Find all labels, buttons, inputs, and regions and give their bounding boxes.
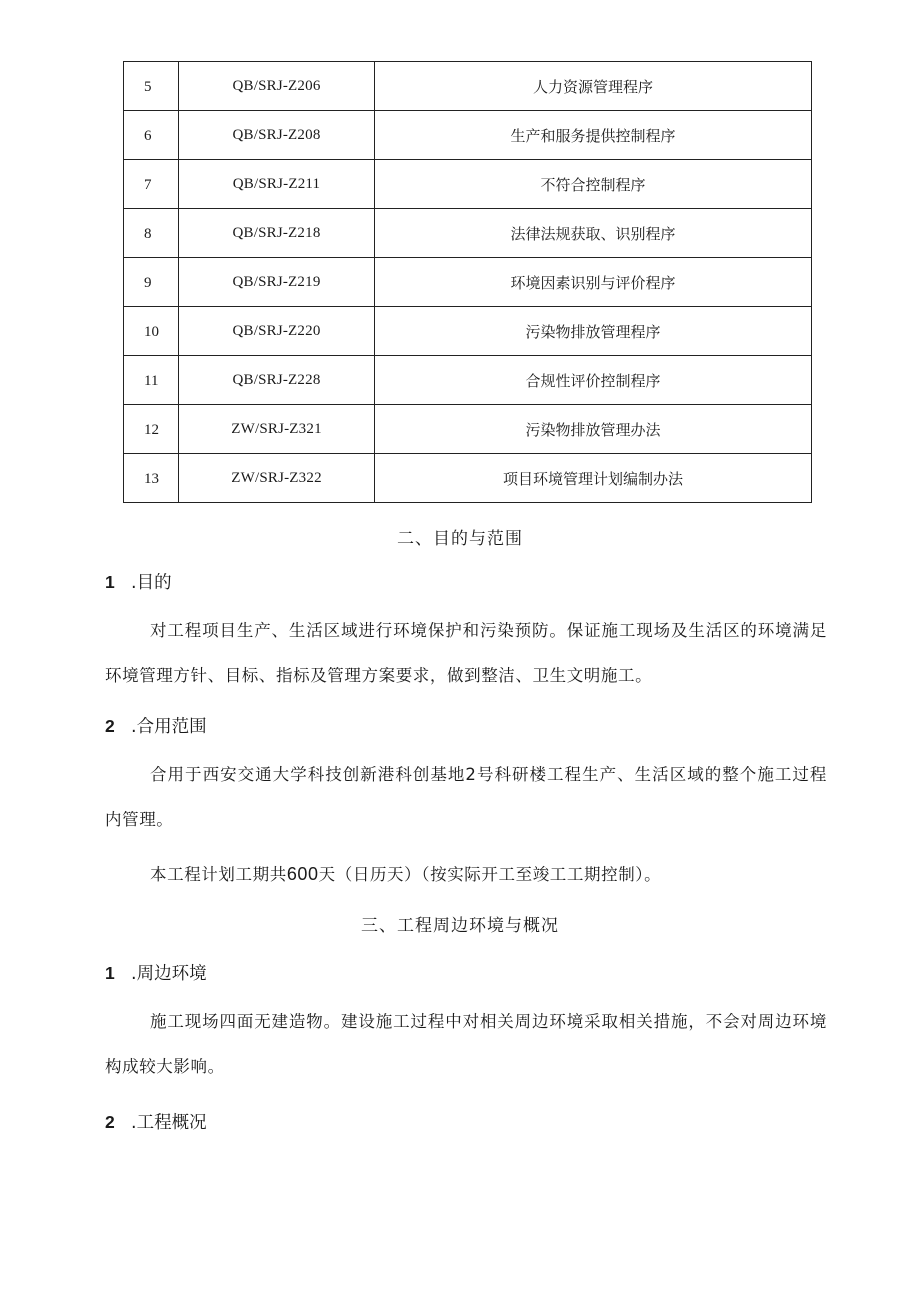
document-name: 不符合控制程序 xyxy=(375,160,812,209)
surroundings-label: .周边环境 xyxy=(131,964,207,984)
scope-paragraph: 合用于西安交通大学科技创新港科创基地2号科研楼工程生产、生活区域的整个施工过程内管理。 xyxy=(105,765,827,829)
document-code: QB/SRJ-Z211 xyxy=(179,160,375,209)
row-number-cell xyxy=(124,160,179,209)
document-table xyxy=(123,61,812,503)
document-code: QB/SRJ-Z218 xyxy=(179,209,375,258)
table-row xyxy=(124,307,812,356)
surroundings-number: 1 xyxy=(105,963,115,983)
row-number: 7 xyxy=(144,176,152,193)
scope-heading xyxy=(105,713,207,738)
scope-number: 2 xyxy=(105,716,115,736)
row-number: 6 xyxy=(144,127,152,144)
period-text-before: 本工程计划工期共 xyxy=(150,865,287,884)
row-number: 13 xyxy=(144,470,159,487)
row-number-cell xyxy=(124,307,179,356)
row-number-cell xyxy=(124,62,179,111)
row-number: 9 xyxy=(144,274,152,291)
document-code: QB/SRJ-Z220 xyxy=(179,307,375,356)
purpose-paragraph: 对工程项目生产、生活区域进行环境保护和污染预防。保证施工现场及生活区的环境满足环境管理方针、目标、指标及管理方案要求，做到整洁、卫生文明施工。 xyxy=(105,621,827,685)
period-days: 600 xyxy=(286,864,319,884)
document-code: QB/SRJ-Z208 xyxy=(179,111,375,160)
table-body xyxy=(124,62,812,503)
row-number: 5 xyxy=(144,78,152,95)
surroundings-heading xyxy=(105,960,207,985)
document-code: QB/SRJ-Z219 xyxy=(179,258,375,307)
purpose-label: .目的 xyxy=(131,573,172,593)
document-code: ZW/SRJ-Z322 xyxy=(179,454,375,503)
row-number-cell xyxy=(124,209,179,258)
row-number-cell xyxy=(124,356,179,405)
table-row xyxy=(124,62,812,111)
row-number-cell xyxy=(124,405,179,454)
table-row xyxy=(124,111,812,160)
period-paragraph xyxy=(150,861,661,885)
row-number: 11 xyxy=(144,372,159,389)
document-name: 合规性评价控制程序 xyxy=(375,356,812,405)
table-row xyxy=(124,356,812,405)
document-name: 生产和服务提供控制程序 xyxy=(375,111,812,160)
document-name: 法律法规获取、识别程序 xyxy=(375,209,812,258)
document-code: ZW/SRJ-Z321 xyxy=(179,405,375,454)
document-name: 污染物排放管理办法 xyxy=(375,405,812,454)
row-number-cell xyxy=(124,111,179,160)
section-2-title: 二、目的与范围 xyxy=(397,529,523,549)
period-text-after: 天（日历天）（按实际开工至竣工工期控制）。 xyxy=(318,865,662,884)
purpose-heading xyxy=(105,569,172,594)
scope-label: .合用范围 xyxy=(131,717,207,737)
row-number: 8 xyxy=(144,225,152,242)
document-code: QB/SRJ-Z206 xyxy=(179,62,375,111)
row-number-cell xyxy=(124,454,179,503)
document-name: 人力资源管理程序 xyxy=(375,62,812,111)
overview-heading xyxy=(105,1109,207,1134)
purpose-number: 1 xyxy=(105,572,115,592)
section-3-title: 三、工程周边环境与概况 xyxy=(361,916,559,936)
overview-number: 2 xyxy=(105,1112,115,1132)
document-code: QB/SRJ-Z228 xyxy=(179,356,375,405)
row-number: 12 xyxy=(144,421,159,438)
document-name: 项目环境管理计划编制办法 xyxy=(375,454,812,503)
row-number-cell xyxy=(124,258,179,307)
table-row xyxy=(124,209,812,258)
document-name: 污染物排放管理程序 xyxy=(375,307,812,356)
document-name: 环境因素识别与评价程序 xyxy=(375,258,812,307)
table-row xyxy=(124,258,812,307)
table-row xyxy=(124,454,812,503)
overview-label: .工程概况 xyxy=(131,1113,207,1133)
row-number: 10 xyxy=(144,323,159,340)
surroundings-paragraph: 施工现场四面无建造物。建设施工过程中对相关周边环境采取相关措施，不会对周边环境构成较大影响。 xyxy=(105,1012,827,1076)
table-row xyxy=(124,160,812,209)
table-row xyxy=(124,405,812,454)
